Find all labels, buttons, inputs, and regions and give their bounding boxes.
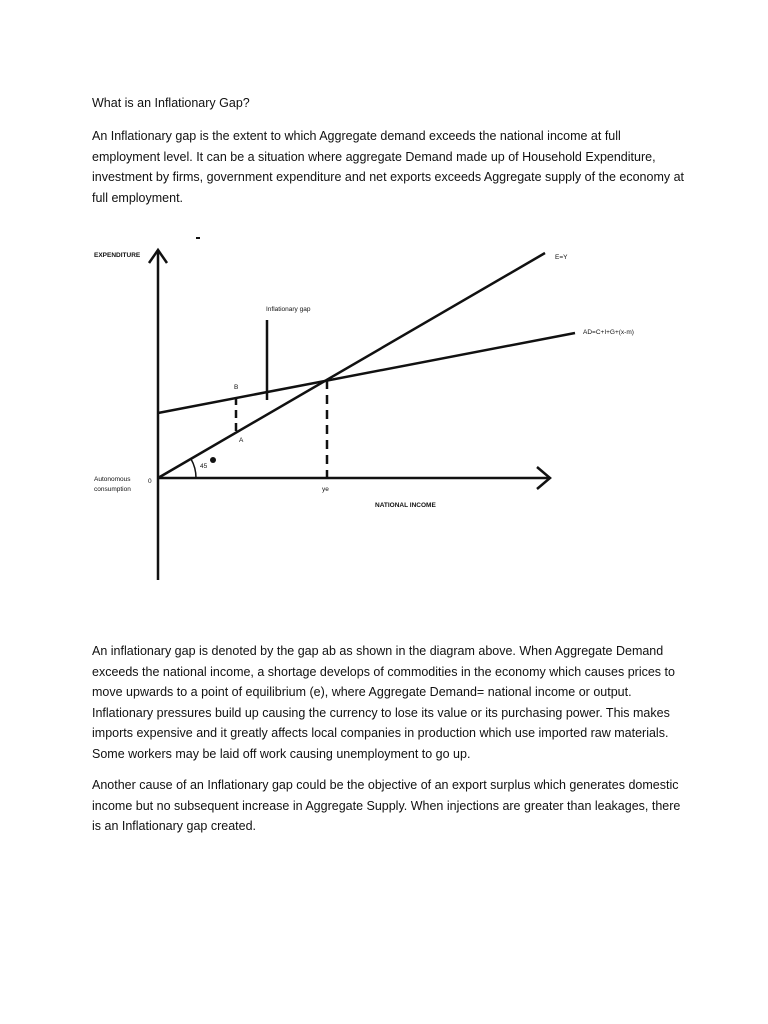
point-b-label: B xyxy=(234,384,239,391)
paragraph-export-surplus: Another cause of an Inflationary gap could be the objective of an export surplus which generates domestic income but no subsequent increase in Aggregate Supply. When injections are greater than leakages, there is an Inflationary gap created. xyxy=(92,778,681,833)
angle-label: 45 xyxy=(200,463,208,470)
y-axis-label: EXPENDITURE xyxy=(94,252,141,259)
point-a-label: A xyxy=(239,437,244,444)
angle-arc xyxy=(191,459,196,478)
ad-line xyxy=(158,333,575,413)
gap-label: Inflationary gap xyxy=(266,306,311,313)
origin-label: 0 xyxy=(148,478,152,485)
document-heading: What is an Inflationary Gap? xyxy=(92,96,250,110)
ey-line-label: E=Y xyxy=(555,254,568,261)
stray-mark xyxy=(196,237,200,239)
ad-line-label: AD=C+I+G+(x-m) xyxy=(583,329,634,336)
paragraph-explanation: An inflationary gap is denoted by the gap ab as shown in the diagram above. When Aggregate Demand exceeds the national income, a shortage develops of commodities in the economy which causes prices to move upwards to a point of equilibrium (e), where Aggregate Demand= national income or output. Inflationary pressures build up causing the currency to lose its value or its purchasing power. This makes imports expensive and it greatly affects local companies in production which use imported raw materials. Some workers may be laid off work causing unemployment to go up. xyxy=(92,644,675,761)
paragraph-definition: An Inflationary gap is the extent to which Aggregate demand exceeds the national income at full employment level. It can be a situation where aggregate Demand made up of Household Expenditure, investment by firms, government expenditure and net exports exceeds Aggregate supply of the economy at full employment. xyxy=(92,129,685,205)
autonomous-consumption-label-line1: Autonomous xyxy=(94,476,131,483)
inflationary-gap-diagram xyxy=(0,225,768,590)
x-axis-label: NATIONAL INCOME xyxy=(375,502,436,509)
degree-symbol xyxy=(210,457,216,463)
ey-line xyxy=(158,253,545,478)
ye-label: ye xyxy=(322,486,329,493)
autonomous-consumption-label-line2: consumption xyxy=(94,486,131,493)
